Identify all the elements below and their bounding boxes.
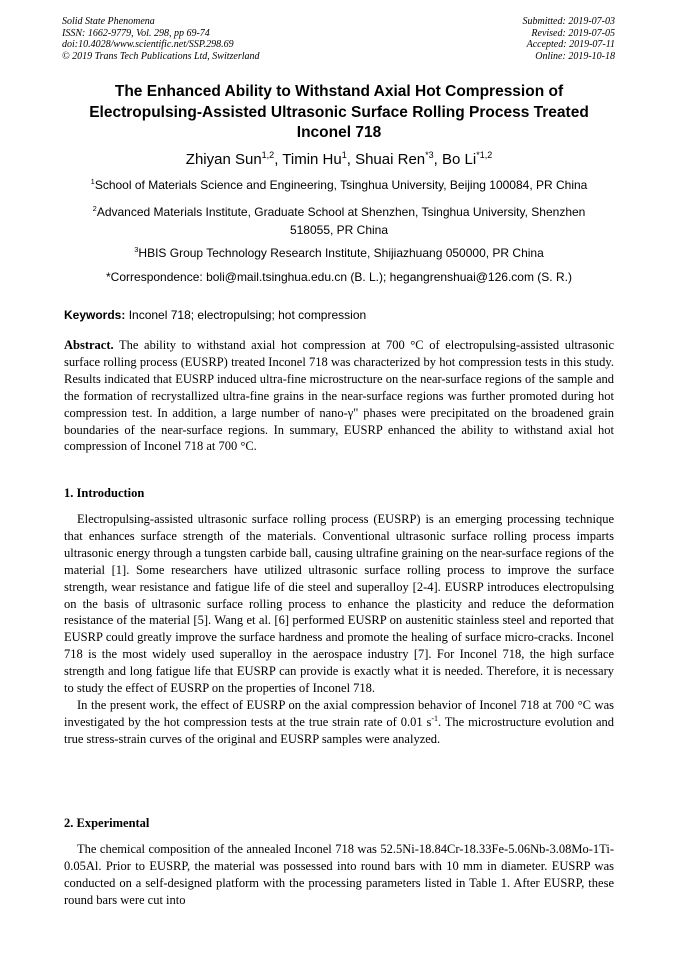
- keywords-label: Keywords:: [64, 308, 126, 322]
- affiliation-3: [60, 245, 618, 263]
- journal-name: Solid State Phenomena: [62, 16, 155, 27]
- author-affiliation-mark: 1,2: [261, 150, 275, 160]
- experimental-body: [64, 841, 614, 909]
- section-heading: 1. Introduction: [64, 486, 145, 500]
- author-affiliation-mark: *1,2: [476, 150, 493, 160]
- date-revised: Revised: 2019-07-05: [531, 27, 615, 39]
- keywords: [64, 307, 366, 324]
- title-line: Inconel 718: [296, 124, 382, 141]
- unit-exponent: -1: [431, 713, 438, 723]
- journal-doi: doi:10.4028/www.scientific.net/SSP.298.69: [62, 39, 234, 50]
- correspondence-line: [60, 269, 618, 287]
- date-submitted: Submitted: 2019-07-03: [522, 16, 615, 27]
- section-heading: 2. Experimental: [64, 816, 150, 830]
- affiliation-text: 518055, PR China: [289, 222, 389, 237]
- journal-dates: [523, 16, 616, 62]
- title-line: The Enhanced Ability to Withstand Axial Hot Compression of: [114, 83, 564, 100]
- affiliation-text: School of Materials Science and Engineering, Tsinghua University, Beijing 100084, PR China: [94, 178, 588, 192]
- correspondence-text: *Correspondence: boli@mail.tsinghua.edu.cn (B. L.); hegangrenshuai@126.com (S. R.): [106, 270, 572, 284]
- paragraph: [64, 697, 614, 748]
- affiliation-mark: 3: [134, 245, 139, 254]
- abstract: [64, 337, 614, 455]
- paragraph: Electropulsing-assisted ultrasonic surface rolling process (EUSRP) is an emerging processing technique that enhances surface strength of the materials. Conventional ultrasonic surface rolling process imparts ultrasonic energy through a tungsten carbide ball, causing ultrafine graining on the near-surface regions of the material [1]. Some researchers have utilized ultrasonic surface rolling process to improve the surface strength, wear resistance and fatigue life of die steel and superalloy [2-4]. EUSRP introduces electropulsing on the basis of ultrasonic surface rolling process to enhance the plasticity and reduce the deformation resistance of the material [5]. Wang et al. [6] performed EUSRP on austenitic stainless steel and reported that EUSRP could greatly improve the surface hardness and promote the healing of surface micro-cracks. Inconel 718 is the most widely used superalloy in the aerospace industry [7]. For Inconel 718, the high surface strength and long fatigue life that EUSRP can provide is exactly what it is needed. Therefore, it is necessary to study the effect of EUSRP on the properties of Inconel 718.: [64, 512, 614, 696]
- author-separator: ,: [346, 151, 356, 168]
- title-line: Electropulsing-Assisted Ultrasonic Surface Rolling Process Treated: [89, 103, 589, 121]
- author-name: Shuai Ren: [355, 151, 426, 168]
- author-name: Timin Hu: [282, 151, 342, 168]
- affiliation-text: HBIS Group Technology Research Institute, Shijiazhuang 050000, PR China: [138, 246, 544, 260]
- abstract-text: The ability to withstand axial hot compression at 700 °C of electropulsing-assisted ultrasonic surface rolling process (EUSRP) treated Inconel 718 was characterized by hot compression tests in this study. Results indicated that EUSRP induced ultra-fine microstructure on the near-surface regions of the sample and the formation of recrystallized ultra-fine grains in the near-surface regions was further promoted during hot compression test. In addition, a large number of nano-γ" phases were precipitated on the broadened grain boundaries of the near-surface regions. In summary, EUSRP enhanced the ability to withstand axial hot compression of Inconel 718 at 700 °C.: [64, 338, 614, 454]
- abstract-label: Abstract.: [64, 338, 114, 352]
- affiliation-1: [60, 177, 618, 195]
- paragraph-text: In the present work, the effect of EUSRP on the axial compression behavior of Inconel 718 at 700 °C was investigated by the hot compression tests at the true strain rate of 0.01 s: [64, 697, 614, 729]
- affiliation-text: Advanced Materials Institute, Graduate School at Shenzhen, Tsinghua University, Shenzhen: [96, 205, 586, 219]
- date-accepted: Accepted: 2019-07-11: [526, 39, 615, 50]
- affiliation-2: [60, 204, 618, 239]
- date-online: Online: 2019-10-18: [535, 50, 615, 62]
- author-separator: ,: [433, 151, 442, 168]
- journal-issn: ISSN: 1662-9779, Vol. 298, pp 69-74: [62, 27, 210, 39]
- paper-title: [60, 82, 618, 144]
- author-affiliation-mark: *3: [425, 150, 434, 160]
- affiliation-mark: 2: [92, 204, 97, 213]
- journal-info-left: [62, 16, 260, 62]
- paragraph-text: . The microstructure evolution and true stress-strain curves of the original and EUSRP samples were analyzed.: [64, 714, 614, 746]
- author-list: [60, 150, 618, 170]
- paragraph: The chemical composition of the annealed Inconel 718 was 52.5Ni-18.84Cr-18.33Fe-5.06Nb-3.08Mo-1Ti-0.05Al. Prior to EUSRP, the material was possessed into round bars with 10 mm in diameter. EUSRP was conducted on a self-designed platform with the processing parameters listed in Table 1. After EUSRP, these round bars were cut into: [64, 842, 614, 907]
- author-affiliation-mark: 1: [341, 150, 347, 160]
- author-separator: ,: [274, 151, 283, 168]
- introduction-body: [64, 511, 614, 748]
- affiliation-mark: 1: [90, 177, 95, 186]
- keywords-text: Inconel 718; electropulsing; hot compression: [125, 308, 367, 322]
- author-name: Zhiyan Sun: [185, 151, 262, 168]
- journal-copyright: © 2019 Trans Tech Publications Ltd, Switzerland: [62, 50, 260, 62]
- author-name: Bo Li: [442, 151, 477, 168]
